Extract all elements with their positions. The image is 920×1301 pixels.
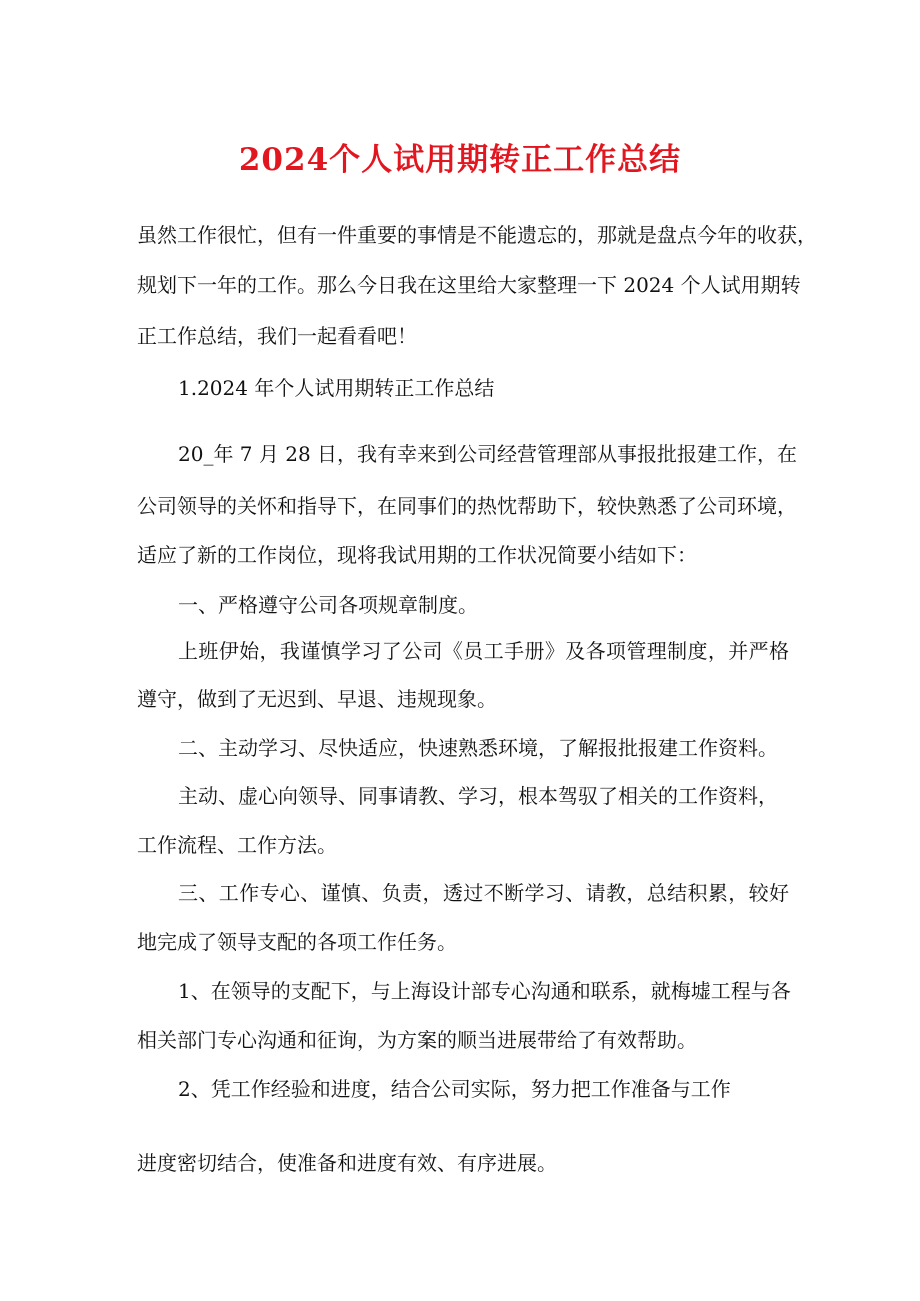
paragraph-line: 1、在领导的支配下，与上海设计部专心沟通和联系，就梅墟工程与各 [178,979,791,1003]
paragraph-line: 进度密切结合，使准备和进度有效、有序进展。 [137,1151,557,1175]
section-heading: 1.2024 年个人试用期转正工作总结 [178,376,495,400]
paragraph-line: 相关部门专心沟通和征询，为方案的顺当进展带给了有效帮助。 [137,1028,697,1052]
document-title: 2024个人试用期转正工作总结 [238,142,682,178]
subheading: 一、严格遵守公司各项规章制度。 [178,593,478,617]
subheading: 二、主动学习、尽快适应，快速熟悉环境，了解报批报建工作资料。 [178,736,778,760]
paragraph-line: 虽然工作很忙，但有一件重要的事情是不能遗忘的，那就是盘点今年的收获， [137,223,817,247]
paragraph-line: 主动、虚心向领导、同事请教、学习，根本驾驭了相关的工作资料， [178,784,778,808]
subheading: 地完成了领导支配的各项工作任务。 [137,930,457,954]
paragraph-line: 20_年 7 月 28 日，我有幸来到公司经营管理部从事报批报建工作，在 [178,442,798,466]
paragraph-line: 上班伊始，我谨慎学习了公司《员工手册》及各项管理制度，并严格 [178,639,789,663]
subheading: 三、工作专心、谨慎、负责，透过不断学习、请教，总结积累，较好 [178,881,789,905]
paragraph-line: 遵守，做到了无迟到、早退、违规现象。 [137,687,497,711]
paragraph-line: 公司领导的关怀和指导下，在同事们的热忱帮助下，较快熟悉了公司环境， [137,494,797,518]
paragraph-line: 2、凭工作经验和进度，结合公司实际，努力把工作准备与工作 [178,1077,731,1101]
paragraph-line: 正工作总结，我们一起看看吧！ [137,324,417,348]
paragraph-line: 适应了新的工作岗位，现将我试用期的工作状况简要小结如下： [137,543,697,567]
paragraph-line: 工作流程、工作方法。 [137,833,337,857]
paragraph-line: 规划下一年的工作。那么今日我在这里给大家整理一下 2024 个人试用期转 [137,273,801,297]
